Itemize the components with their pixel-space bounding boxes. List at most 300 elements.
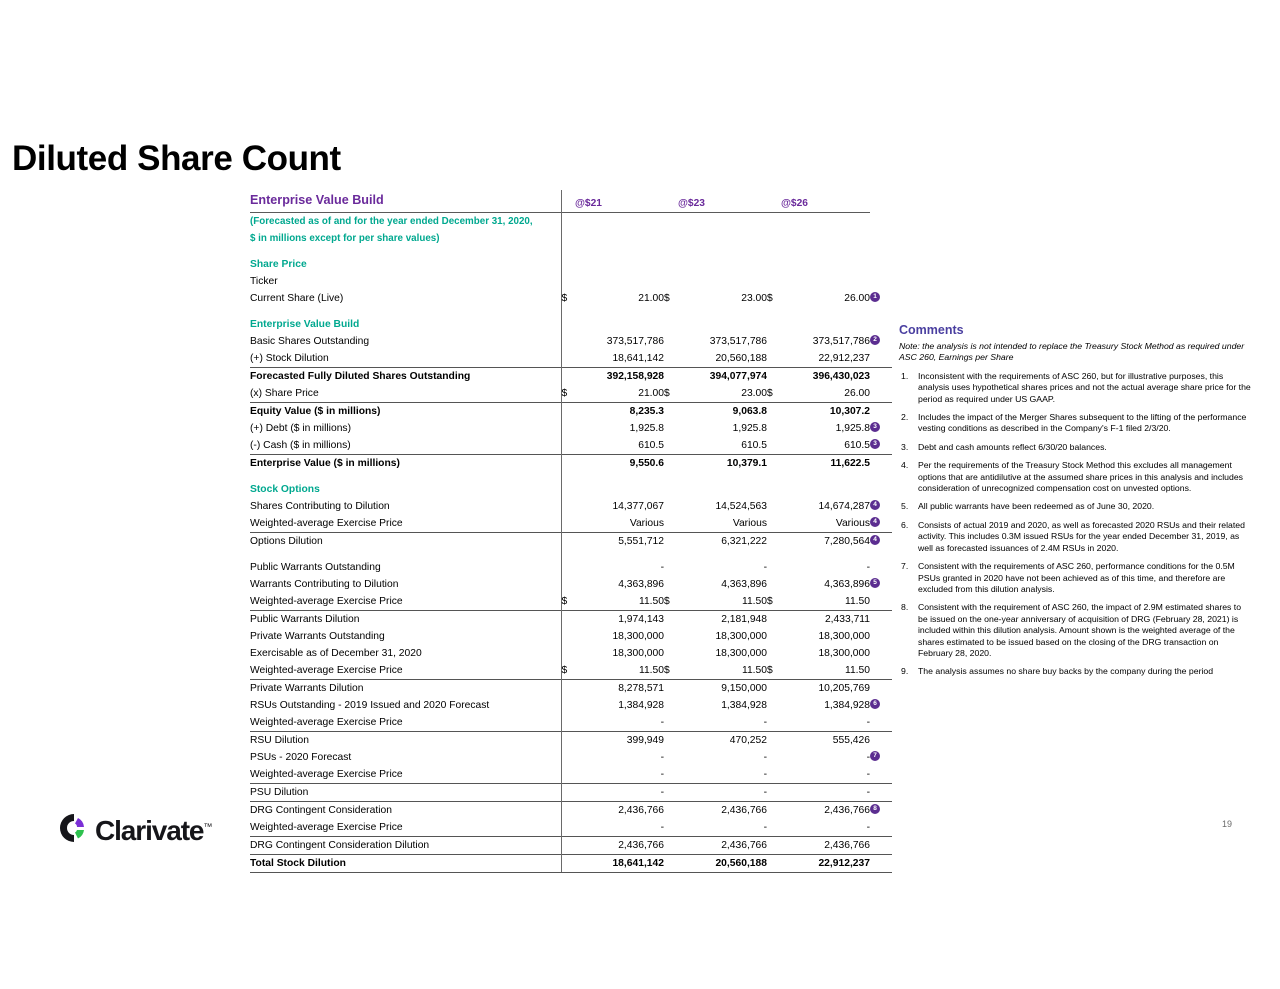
diluted-share-count-table — [250, 190, 877, 873]
currency-symbol: $ — [664, 596, 670, 607]
value-col1: 9,550.6 — [575, 455, 664, 473]
value-col1: 2,436,766 — [575, 802, 664, 820]
row-label: Equity Value ($ in millions) — [250, 403, 561, 421]
row-label: (+) Debt ($ in millions) — [250, 420, 561, 437]
value-col3: 26.00 — [844, 388, 870, 399]
currency-symbol — [664, 819, 678, 837]
enterprise-value-table — [250, 190, 892, 873]
currency-symbol — [664, 273, 678, 290]
currency-symbol — [664, 559, 678, 576]
footnote-badge-5: 5 — [870, 576, 892, 593]
currency-symbol — [561, 680, 575, 698]
currency-symbol — [561, 749, 575, 766]
currency-symbol: $ — [561, 596, 568, 607]
currency-symbol — [767, 645, 781, 662]
value-col1: 373,517,786 — [606, 336, 664, 347]
currency-symbol — [664, 611, 678, 629]
currency-symbol: $ — [767, 665, 773, 676]
value-col3: 10,307.2 — [781, 403, 870, 421]
col-spacer — [561, 190, 575, 213]
currency-symbol — [561, 420, 575, 437]
comments-title: Comments — [899, 323, 964, 337]
row-label: DRG Contingent Consideration Dilution — [250, 837, 561, 855]
currency-symbol — [767, 333, 781, 350]
currency-symbol — [664, 714, 678, 732]
badge-cell — [870, 645, 892, 662]
currency-symbol — [561, 515, 575, 533]
section-share-price: Share Price — [250, 256, 892, 273]
currency-symbol — [664, 333, 678, 350]
table-row — [250, 385, 892, 403]
currency-symbol — [664, 403, 678, 421]
currency-symbol — [561, 837, 575, 855]
currency-symbol — [664, 515, 678, 533]
comment-item-1: Inconsistent with the requirements of ASC 260, but for illustrative purposes, this analysis uses hypothetical shares prices and not the actual average share price for the period as required under US GAAP. — [918, 370, 1251, 404]
value-col1: 21.00 — [638, 388, 664, 399]
badge-cell — [870, 662, 892, 680]
column-header-2: @$23 — [678, 198, 705, 209]
value-col2: 18,300,000 — [715, 648, 767, 659]
value-col2: 20,560,188 — [678, 855, 767, 873]
table-subtitle-row — [250, 213, 892, 230]
table-row — [250, 611, 892, 629]
row-label: Weighted-average Exercise Price — [250, 593, 561, 611]
section-stock-options: Stock Options — [250, 481, 892, 498]
value-col2: 1,925.8 — [732, 423, 767, 434]
value-col2: 610.5 — [741, 440, 767, 451]
value-col3: - — [866, 822, 870, 833]
row-label: Weighted-average Exercise Price — [250, 714, 561, 732]
spacer-row — [250, 550, 892, 559]
currency-symbol — [561, 802, 575, 820]
badge-cell — [870, 628, 892, 645]
row-label: Exercisable as of December 31, 2020 — [250, 645, 561, 662]
table-row — [250, 784, 892, 802]
table-row — [250, 437, 892, 455]
section-enterprise-value-build: Enterprise Value Build — [250, 316, 892, 333]
value-col3: 18,300,000 — [818, 631, 870, 642]
table-row — [250, 576, 892, 593]
header-badge-spacer — [870, 190, 892, 213]
value-col2 — [678, 273, 767, 290]
comment-item-2: Includes the impact of the Merger Shares subsequent to the lifting of the performance vesting conditions as described in the Company's F-1 filed 2/3/20. — [918, 412, 1247, 434]
table-row — [250, 455, 892, 473]
badge-cell — [870, 611, 892, 629]
spacer-row — [250, 472, 892, 481]
currency-symbol — [561, 766, 575, 784]
table-row — [250, 403, 892, 421]
value-col3: 11.50 — [844, 596, 870, 607]
currency-symbol — [561, 368, 575, 386]
table-row — [250, 802, 892, 820]
value-col2: 23.00 — [741, 388, 767, 399]
value-col2: 18,300,000 — [715, 631, 767, 642]
value-col1: 11.50 — [638, 596, 664, 607]
value-col1: - — [660, 822, 664, 833]
value-col1: 8,278,571 — [575, 680, 664, 698]
currency-symbol — [767, 498, 781, 515]
currency-symbol — [561, 437, 575, 455]
value-col3: 4,363,896 — [824, 579, 870, 590]
value-col3 — [781, 273, 870, 290]
value-col3: 11,622.5 — [781, 455, 870, 473]
badge-cell — [870, 455, 892, 473]
badge-cell — [870, 766, 892, 784]
currency-symbol: $ — [664, 293, 670, 304]
table-subtitle-2: $ in millions except for per share values) — [250, 230, 561, 247]
value-col1: 18,300,000 — [612, 648, 664, 659]
currency-symbol — [767, 732, 781, 750]
value-col3: 373,517,786 — [812, 336, 870, 347]
currency-symbol — [664, 455, 678, 473]
currency-symbol — [561, 732, 575, 750]
value-col2: 6,321,222 — [678, 533, 767, 551]
table-row — [250, 680, 892, 698]
spacer-row — [250, 307, 892, 316]
badge-cell — [870, 714, 892, 732]
badge-cell — [870, 732, 892, 750]
currency-symbol — [561, 855, 575, 873]
row-label: Private Warrants Outstanding — [250, 628, 561, 645]
row-label: (+) Stock Dilution — [250, 350, 561, 368]
currency-symbol — [664, 628, 678, 645]
currency-symbol — [561, 403, 575, 421]
value-col2: 2,181,948 — [678, 611, 767, 629]
value-col3: - — [866, 769, 870, 780]
currency-symbol — [767, 855, 781, 873]
currency-symbol — [767, 784, 781, 802]
row-label: Enterprise Value ($ in millions) — [250, 455, 561, 473]
value-col3: - — [866, 562, 870, 573]
table-row — [250, 559, 892, 576]
value-col1: - — [575, 784, 664, 802]
currency-symbol: $ — [767, 596, 773, 607]
value-col2: - — [678, 784, 767, 802]
comment-item-6: Consists of actual 2019 and 2020, as well as forecasted 2020 RSUs and their related activity. This includes 0.3M issued RSUs for the year ended December 31, 2019, as well as forecasted issuances of 2.4M RSUs in 2020. — [918, 519, 1245, 553]
row-label: PSUs - 2020 Forecast — [250, 749, 561, 766]
table-row — [250, 766, 892, 784]
value-col2: 11.50 — [741, 596, 767, 607]
currency-symbol: $ — [767, 293, 773, 304]
value-col3: 1,384,928 — [824, 700, 870, 711]
badge-cell — [870, 350, 892, 368]
value-col2: Various — [732, 518, 767, 529]
footnote-badge-7: 7 — [870, 749, 892, 766]
value-col2: 373,517,786 — [709, 336, 767, 347]
footnote-badge-3: 3 — [870, 420, 892, 437]
value-col2: - — [763, 769, 767, 780]
row-label: Weighted-average Exercise Price — [250, 766, 561, 784]
currency-symbol — [664, 533, 678, 551]
currency-symbol — [767, 455, 781, 473]
currency-symbol — [767, 802, 781, 820]
currency-symbol — [767, 368, 781, 386]
value-col1: 4,363,896 — [618, 579, 664, 590]
currency-symbol — [561, 714, 575, 732]
footnote-badge-1: 1 — [870, 290, 892, 307]
currency-symbol — [767, 403, 781, 421]
value-col1: 399,949 — [575, 732, 664, 750]
currency-symbol — [767, 576, 781, 593]
value-col3: 18,300,000 — [818, 648, 870, 659]
currency-symbol — [767, 697, 781, 714]
currency-symbol — [664, 697, 678, 714]
value-col1: - — [660, 752, 664, 763]
table-subtitle-1: (Forecasted as of and for the year ended December 31, 2020, — [250, 213, 561, 230]
row-label: Warrants Contributing to Dilution — [250, 576, 561, 593]
comment-item-4: Per the requirements of the Treasury Stock Method this excludes all management options that are antidilutive at the assumed share prices in this analysis and includes consideration of unrecognized compensation cost on unvested options. — [918, 460, 1244, 494]
currency-symbol: $ — [561, 665, 568, 676]
currency-symbol — [767, 420, 781, 437]
badge-cell — [870, 680, 892, 698]
currency-symbol — [767, 766, 781, 784]
comments-panel — [899, 323, 1251, 685]
row-label: Private Warrants Dilution — [250, 680, 561, 698]
currency-symbol — [767, 628, 781, 645]
table-row — [250, 350, 892, 368]
row-label: Weighted-average Exercise Price — [250, 819, 561, 837]
table-header-row — [250, 190, 892, 213]
value-col3: 555,426 — [781, 732, 870, 750]
value-col3: 7,280,564 — [781, 533, 870, 551]
value-col3: 14,674,287 — [818, 501, 870, 512]
currency-symbol — [664, 420, 678, 437]
column-header-3: @$26 — [781, 198, 808, 209]
currency-symbol — [767, 533, 781, 551]
value-col1 — [575, 273, 664, 290]
currency-symbol — [561, 559, 575, 576]
currency-symbol — [561, 455, 575, 473]
comment-item-8: Consistent with the requirement of ASC 260, the impact of 2.9M estimated shares to be issued on the one-year anniversary of acquisition of DRG (February 28, 2021) is included within this dilution analysis. Amount shown is the weighted average of the shares estimated to be issued based on the closing of the DRG transaction on February 28, 2020. — [918, 602, 1242, 658]
value-col1: 1,925.8 — [629, 423, 664, 434]
footnote-badge-4: 4 — [870, 515, 892, 533]
comment-item-9: The analysis assumes no share buy backs by the company during the period — [918, 666, 1214, 677]
table-row — [250, 273, 892, 290]
table-row — [250, 515, 892, 533]
table-row — [250, 290, 892, 307]
currency-symbol — [561, 645, 575, 662]
currency-symbol — [561, 576, 575, 593]
row-label: Total Stock Dilution — [250, 855, 561, 873]
value-col3: 2,433,711 — [781, 611, 870, 629]
spacer-after-subtitle — [250, 247, 892, 256]
value-col2: 2,436,766 — [678, 802, 767, 820]
value-col2: 2,436,766 — [678, 837, 767, 855]
currency-symbol — [767, 515, 781, 533]
footnote-badge-2: 2 — [870, 333, 892, 350]
col-spacer — [767, 190, 781, 213]
currency-symbol — [561, 784, 575, 802]
footnote-badge-4: 4 — [870, 498, 892, 515]
table-row — [250, 533, 892, 551]
currency-symbol — [561, 333, 575, 350]
table-row — [250, 420, 892, 437]
currency-symbol — [664, 645, 678, 662]
badge-cell — [870, 403, 892, 421]
value-col3: 10,205,769 — [781, 680, 870, 698]
value-col3: 2,436,766 — [781, 837, 870, 855]
currency-symbol: $ — [561, 388, 568, 399]
value-col1: 1,974,143 — [575, 611, 664, 629]
row-label: Options Dilution — [250, 533, 561, 551]
currency-symbol — [767, 680, 781, 698]
value-col2: 394,077,974 — [678, 368, 767, 386]
row-label: RSUs Outstanding - 2019 Issued and 2020 Forecast — [250, 697, 561, 714]
currency-symbol — [767, 749, 781, 766]
table-row — [250, 662, 892, 680]
currency-symbol — [767, 559, 781, 576]
table-heading: Enterprise Value Build — [250, 190, 561, 213]
clarivate-wordmark: Clarivate™ — [95, 814, 213, 846]
value-col1: 2,436,766 — [575, 837, 664, 855]
value-col2: - — [763, 752, 767, 763]
currency-symbol — [664, 766, 678, 784]
clarivate-mark-icon — [58, 812, 90, 849]
row-label: Shares Contributing to Dilution — [250, 498, 561, 515]
comment-item-5: All public warrants have been redeemed as of June 30, 2020. — [918, 501, 1155, 512]
table-row — [250, 368, 892, 386]
badge-cell — [870, 855, 892, 873]
page-title: Diluted Share Count — [12, 139, 341, 178]
table-subtitle-row — [250, 230, 892, 247]
badge-cell — [870, 837, 892, 855]
value-col1: - — [660, 769, 664, 780]
clarivate-logo — [58, 812, 212, 849]
value-col3: 22,912,237 — [818, 353, 870, 364]
table-row — [250, 714, 892, 732]
comment-item-7: Consistent with the requirements of ASC 260, performance conditions for the 0.5M PSUs granted in 2020 have not been achieved as of this time, and therefore are excluded from this dilution analysis. — [918, 561, 1235, 594]
table-row — [250, 697, 892, 714]
value-col1: Various — [629, 518, 664, 529]
badge-cell — [870, 368, 892, 386]
value-col2: - — [763, 562, 767, 573]
currency-symbol — [561, 273, 575, 290]
row-label: Weighted-average Exercise Price — [250, 515, 561, 533]
value-col1: 18,641,142 — [612, 353, 664, 364]
value-col3: 610.5 — [844, 440, 870, 451]
currency-symbol — [561, 498, 575, 515]
value-col2: 470,252 — [678, 732, 767, 750]
value-col3: 11.50 — [844, 665, 870, 676]
currency-symbol — [664, 855, 678, 873]
value-col2: 4,363,896 — [721, 579, 767, 590]
value-col2: 14,524,563 — [715, 501, 767, 512]
currency-symbol — [767, 437, 781, 455]
currency-symbol — [561, 819, 575, 837]
currency-symbol — [664, 498, 678, 515]
comments-note: Note: the analysis is not intended to replace the Treasury Stock Method as required under ASC 260, Earnings per Share — [899, 341, 1245, 363]
currency-symbol — [664, 732, 678, 750]
currency-symbol — [664, 368, 678, 386]
currency-symbol — [767, 611, 781, 629]
row-label: Forecasted Fully Diluted Shares Outstanding — [250, 368, 561, 386]
comment-item-3: Debt and cash amounts reflect 6/30/20 balances. — [918, 441, 1107, 452]
badge-cell — [870, 273, 892, 290]
currency-symbol — [561, 611, 575, 629]
page-number: 19 — [1222, 819, 1233, 829]
row-label: Public Warrants Dilution — [250, 611, 561, 629]
currency-symbol — [664, 576, 678, 593]
row-label: Public Warrants Outstanding — [250, 559, 561, 576]
value-col2: - — [763, 717, 767, 728]
currency-symbol — [664, 437, 678, 455]
value-col1: 18,300,000 — [612, 631, 664, 642]
value-col2: 23.00 — [741, 293, 767, 304]
badge-cell — [870, 819, 892, 837]
value-col3: - — [866, 752, 870, 763]
row-label: Weighted-average Exercise Price — [250, 662, 561, 680]
badge-cell — [870, 593, 892, 611]
currency-symbol — [767, 837, 781, 855]
currency-symbol — [767, 273, 781, 290]
row-label: RSU Dilution — [250, 732, 561, 750]
badge-cell — [870, 385, 892, 403]
value-col3: 1,925.8 — [835, 423, 870, 434]
table-row — [250, 593, 892, 611]
currency-symbol — [767, 350, 781, 368]
col-spacer — [664, 190, 678, 213]
value-col1: 392,158,928 — [575, 368, 664, 386]
value-col2: 9,150,000 — [678, 680, 767, 698]
currency-symbol — [561, 628, 575, 645]
currency-symbol — [561, 697, 575, 714]
value-col1: 11.50 — [638, 665, 664, 676]
row-label: PSU Dilution — [250, 784, 561, 802]
currency-symbol: $ — [767, 388, 773, 399]
currency-symbol — [664, 680, 678, 698]
value-col1: - — [660, 562, 664, 573]
currency-symbol — [664, 784, 678, 802]
currency-symbol: $ — [561, 293, 568, 304]
table-row — [250, 855, 892, 873]
value-col2: 10,379.1 — [678, 455, 767, 473]
footnote-badge-8: 8 — [870, 802, 892, 820]
row-label: DRG Contingent Consideration — [250, 802, 561, 820]
value-col3: - — [866, 717, 870, 728]
value-col1: 1,384,928 — [618, 700, 664, 711]
currency-symbol — [664, 350, 678, 368]
row-label: Current Share (Live) — [250, 290, 561, 307]
value-col3: Various — [835, 518, 870, 529]
table-row — [250, 498, 892, 515]
table-row — [250, 819, 892, 837]
table-row — [250, 837, 892, 855]
value-col2: 9,063.8 — [678, 403, 767, 421]
table-row — [250, 749, 892, 766]
value-col2: 1,384,928 — [721, 700, 767, 711]
value-col1: - — [660, 717, 664, 728]
currency-symbol — [561, 533, 575, 551]
currency-symbol — [664, 749, 678, 766]
value-col3: 396,430,023 — [781, 368, 870, 386]
currency-symbol — [767, 819, 781, 837]
row-label: Basic Shares Outstanding — [250, 333, 561, 350]
value-col1: 8,235.3 — [575, 403, 664, 421]
value-col2: 11.50 — [741, 665, 767, 676]
row-label: (x) Share Price — [250, 385, 561, 403]
value-col2: - — [763, 822, 767, 833]
value-col3: - — [781, 784, 870, 802]
value-col2: 20,560,188 — [715, 353, 767, 364]
value-col1: 21.00 — [638, 293, 664, 304]
footnote-badge-6: 6 — [870, 697, 892, 714]
footnote-badge-4: 4 — [870, 533, 892, 551]
value-col1: 14,377,067 — [612, 501, 664, 512]
value-col1: 610.5 — [638, 440, 664, 451]
value-col3: 2,436,766 — [781, 802, 870, 820]
badge-cell — [870, 784, 892, 802]
table-row — [250, 732, 892, 750]
